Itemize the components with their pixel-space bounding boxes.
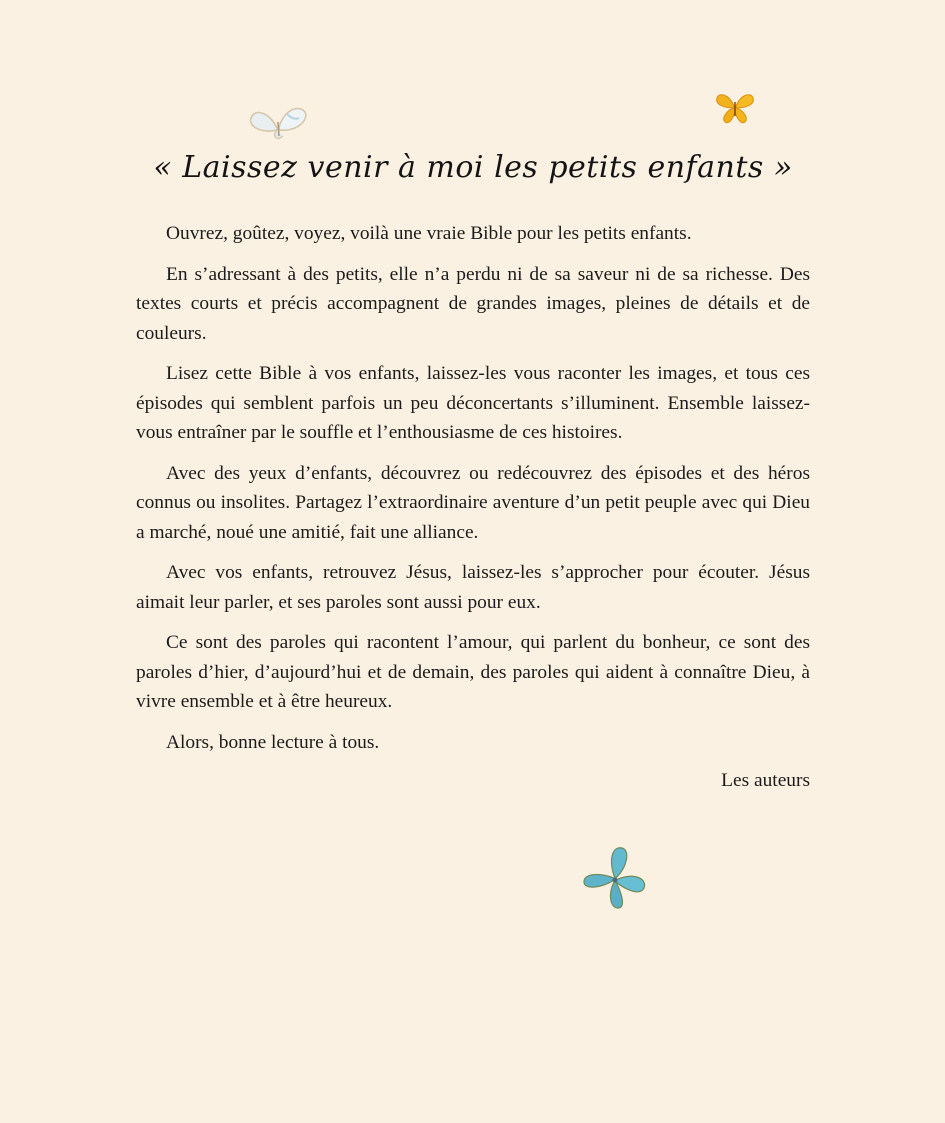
signature: Les auteurs xyxy=(721,770,810,791)
paragraph: En s’adressant à des petits, elle n’a perdu ni de sa saveur ni de sa richesse. Des textes courts et précis accompagnent de grandes images, pleines de détails et de couleurs. xyxy=(136,263,810,344)
paragraph: Ouvrez, goûtez, voyez, voilà une vraie Bible pour les petits enfants. xyxy=(166,223,692,244)
page-title: « Laissez venir à moi les petits enfants » xyxy=(153,150,793,185)
blue-butterfly-icon xyxy=(578,842,652,914)
paragraph: Lisez cette Bible à vos enfants, laissez-les vous raconter les images, et tous ces épisodes qui semblent parfois un peu déconcertants s’illuminent. Ensemble laissez-vous entraîner par le souffle et l’enthousiasme de ces histoires. xyxy=(136,363,810,443)
white-butterfly-icon xyxy=(247,102,311,144)
yellow-butterfly-icon xyxy=(713,88,757,128)
paragraph: Alors, bonne lecture à tous. xyxy=(166,731,380,753)
paragraph: Avec des yeux d’enfants, découvrez ou redécouvrez des épisodes et des héros connus ou insolites. Partagez l’extraordinaire aventure d’un petit peuple avec qui Dieu a marché, noué une amitié, fait une alliance. xyxy=(136,462,810,543)
preface-text xyxy=(136,219,810,796)
paragraph: Ce sont des paroles qui racontent l’amour, qui parlent du bonheur, ce sont des paroles d’hier, d’aujourd’hui et de demain, des paroles qui aident à connaître Dieu, à vivre ensemble et à être heureux. xyxy=(136,632,810,712)
paragraph: Avec vos enfants, retrouvez Jésus, laissez-les s’approcher pour écouter. Jésus aimait leur parler, et ses paroles sont aussi pour eux. xyxy=(136,562,810,613)
